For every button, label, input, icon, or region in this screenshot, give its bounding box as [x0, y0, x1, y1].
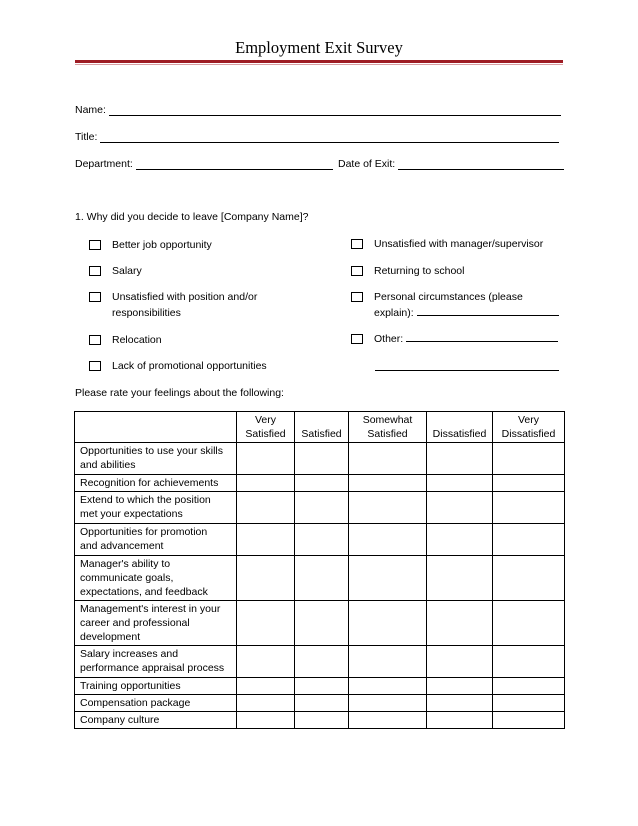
rating-cell[interactable]	[295, 556, 349, 601]
row-label: Opportunities for promotion and advancement	[75, 524, 237, 556]
row-label: Company culture	[75, 712, 237, 729]
rating-cell[interactable]	[427, 475, 493, 492]
rating-cell[interactable]	[493, 475, 565, 492]
row-label: Training opportunities	[75, 678, 237, 695]
rating-cell[interactable]	[295, 492, 349, 524]
row-label: Compensation package	[75, 695, 237, 712]
rating-cell[interactable]	[349, 678, 427, 695]
rating-cell[interactable]	[427, 695, 493, 712]
option-relocation[interactable]: Relocation	[89, 335, 162, 348]
name-input-line[interactable]	[109, 105, 561, 116]
row-label: Manager's ability to communicate goals, expectations, and feedback	[75, 556, 237, 601]
rating-cell[interactable]	[493, 678, 565, 695]
date-of-exit-label: Date of Exit:	[338, 158, 396, 170]
table-row	[75, 556, 565, 601]
row-label: Management's interest in your career and professional development	[75, 601, 237, 646]
checkbox[interactable]	[351, 239, 363, 249]
rating-cell[interactable]	[237, 712, 295, 729]
rating-cell[interactable]	[295, 601, 349, 646]
question-1: 1. Why did you decide to leave [Company Name]?	[75, 211, 309, 223]
table-row	[75, 601, 565, 646]
rating-cell[interactable]	[349, 695, 427, 712]
rating-cell[interactable]	[349, 712, 427, 729]
date-of-exit-field[interactable]	[338, 158, 564, 170]
checkbox[interactable]	[89, 292, 101, 302]
other-input-line[interactable]	[406, 332, 558, 342]
header-satisfied: Satisfied	[295, 412, 349, 443]
table-row	[75, 712, 565, 729]
explain-input-line[interactable]	[417, 306, 559, 316]
header-very-dissatisfied: Very Dissatisfied	[493, 412, 565, 443]
header-dissatisfied: Dissatisfied	[427, 412, 493, 443]
name-field[interactable]	[75, 104, 561, 116]
title-label: Title:	[75, 131, 98, 143]
rating-cell[interactable]	[295, 443, 349, 475]
option-salary[interactable]: Salary	[89, 266, 142, 279]
department-label: Department:	[75, 158, 133, 170]
rating-table	[74, 411, 565, 729]
row-label: Salary increases and performance appraisal process	[75, 646, 237, 678]
rating-cell[interactable]	[493, 601, 565, 646]
rating-cell[interactable]	[493, 712, 565, 729]
checkbox[interactable]	[89, 240, 101, 250]
table-row	[75, 524, 565, 556]
option-personal-circumstances[interactable]: Personal circumstances (please explain):	[351, 292, 559, 321]
option-better-job[interactable]: Better job opportunity	[89, 240, 212, 253]
rating-cell[interactable]	[427, 601, 493, 646]
rating-cell[interactable]	[237, 601, 295, 646]
title-divider-shadow	[75, 64, 563, 65]
rating-cell[interactable]	[295, 646, 349, 678]
date-of-exit-input-line[interactable]	[398, 159, 564, 170]
rating-cell[interactable]	[493, 443, 565, 475]
checkbox[interactable]	[351, 334, 363, 344]
table-row	[75, 443, 565, 475]
option-other[interactable]: Other:	[351, 334, 558, 347]
other-input-line-2[interactable]	[375, 360, 559, 371]
rating-cell[interactable]	[427, 556, 493, 601]
row-label: Opportunities to use your skills and abilities	[75, 443, 237, 475]
title-divider	[75, 60, 563, 63]
checkbox[interactable]	[89, 335, 101, 345]
rating-cell[interactable]	[349, 475, 427, 492]
rating-cell[interactable]	[237, 524, 295, 556]
department-input-line[interactable]	[136, 159, 333, 170]
rating-cell[interactable]	[349, 492, 427, 524]
header-very-satisfied: Very Satisfied	[237, 412, 295, 443]
rating-cell[interactable]	[349, 646, 427, 678]
option-returning-school[interactable]: Returning to school	[351, 266, 464, 279]
rating-cell[interactable]	[427, 443, 493, 475]
rating-cell[interactable]	[349, 601, 427, 646]
page-title: Employment Exit Survey	[235, 38, 403, 57]
rating-cell[interactable]	[295, 475, 349, 492]
row-label: Extend to which the position met your expectations	[75, 492, 237, 524]
table-row	[75, 678, 565, 695]
table-row	[75, 646, 565, 678]
rating-cell[interactable]	[237, 475, 295, 492]
rating-cell[interactable]	[493, 646, 565, 678]
rating-cell[interactable]	[427, 492, 493, 524]
header-somewhat-satisfied: Somewhat Satisfied	[349, 412, 427, 443]
rating-intro: Please rate your feelings about the following:	[75, 387, 284, 399]
rating-cell[interactable]	[349, 524, 427, 556]
rating-cell[interactable]	[349, 556, 427, 601]
title-field[interactable]	[75, 131, 559, 143]
rating-cell[interactable]	[237, 443, 295, 475]
rating-cell[interactable]	[237, 556, 295, 601]
rating-cell[interactable]	[295, 712, 349, 729]
rating-cell[interactable]	[237, 695, 295, 712]
rating-cell[interactable]	[493, 524, 565, 556]
table-row	[75, 475, 565, 492]
checkbox[interactable]	[351, 266, 363, 276]
rating-cell[interactable]	[427, 524, 493, 556]
rating-cell[interactable]	[295, 695, 349, 712]
name-label: Name:	[75, 104, 106, 116]
rating-cell[interactable]	[427, 646, 493, 678]
option-unsatisfied-position[interactable]: Unsatisfied with position and/or responsibilities	[89, 292, 257, 321]
table-row	[75, 695, 565, 712]
option-unsatisfied-manager[interactable]: Unsatisfied with manager/supervisor	[351, 239, 543, 252]
rating-cell[interactable]	[493, 492, 565, 524]
row-label: Recognition for achievements	[75, 475, 237, 492]
checkbox[interactable]	[89, 361, 101, 371]
table-header-row	[75, 412, 565, 443]
option-lack-promotion[interactable]: Lack of promotional opportunities	[89, 361, 267, 374]
department-field[interactable]	[75, 158, 333, 170]
rating-cell[interactable]	[493, 695, 565, 712]
title-input-line[interactable]	[100, 132, 559, 143]
rating-cell[interactable]	[493, 556, 565, 601]
rating-cell[interactable]	[237, 678, 295, 695]
checkbox[interactable]	[89, 266, 101, 276]
rating-cell[interactable]	[237, 646, 295, 678]
header-blank	[75, 412, 237, 443]
rating-cell[interactable]	[237, 492, 295, 524]
table-row	[75, 492, 565, 524]
rating-cell[interactable]	[427, 678, 493, 695]
rating-cell[interactable]	[295, 524, 349, 556]
rating-cell[interactable]	[349, 443, 427, 475]
rating-cell[interactable]	[295, 678, 349, 695]
rating-cell[interactable]	[427, 712, 493, 729]
checkbox[interactable]	[351, 292, 363, 302]
